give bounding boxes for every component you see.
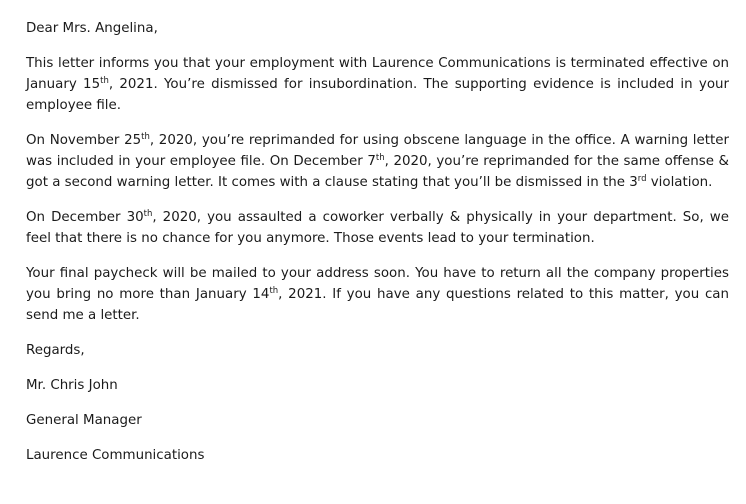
p2-sup-b: th xyxy=(375,153,385,163)
p2-text-b: , 2020, you’re reprimanded for using obscene language in the office. A warning letter was included in your employee file. On December 7 xyxy=(26,133,729,169)
p3-text-b: , 2020, you assaulted a coworker verbally & physically in your department. So, we feel that there is no chance for you anymore. Those events lead to your termination. xyxy=(26,210,729,246)
p2-sup-a: th xyxy=(141,132,150,142)
signer-title: General Manager xyxy=(26,413,142,428)
p1-text-b: , 2021. You’re dismissed for insubordination. The supporting evidence is included in your employee file. xyxy=(26,77,730,113)
p2-text-a: On November 25 xyxy=(26,133,142,148)
p1-text-a: This letter informs you that your employment with Laurence Communications is terminated effective on January 15 xyxy=(26,56,729,92)
greeting: Dear Mrs. Angelina, xyxy=(26,21,158,36)
company-name: Laurence Communications xyxy=(26,448,205,463)
p4-text-b: , 2021. If you have any questions related to this matter, you can send me a letter. xyxy=(26,287,729,323)
paragraph-termination-notice xyxy=(26,53,729,116)
p3-text-a: On December 30 xyxy=(26,210,144,225)
p2-text-c: , 2020, you’re reprimanded for the same offense & got a second warning letter. It comes with a clause stating that you’ll be dismissed in the 3 xyxy=(26,154,729,190)
paragraph-final-paycheck xyxy=(26,263,729,326)
p2-text-d: violation. xyxy=(646,175,713,190)
p1-sup-a: th xyxy=(100,76,109,86)
p4-sup-a: th xyxy=(269,286,279,296)
p3-sup-a: th xyxy=(143,209,153,219)
paragraph-warnings xyxy=(26,130,729,193)
signer-name: Mr. Chris John xyxy=(26,378,118,393)
p2-sup-c: rd xyxy=(637,174,647,184)
p4-text-a: Your final paycheck will be mailed to your address soon. You have to return all the company properties you bring no more than January 14 xyxy=(26,266,729,302)
closing: Regards, xyxy=(26,343,85,358)
paragraph-assault xyxy=(26,207,729,249)
